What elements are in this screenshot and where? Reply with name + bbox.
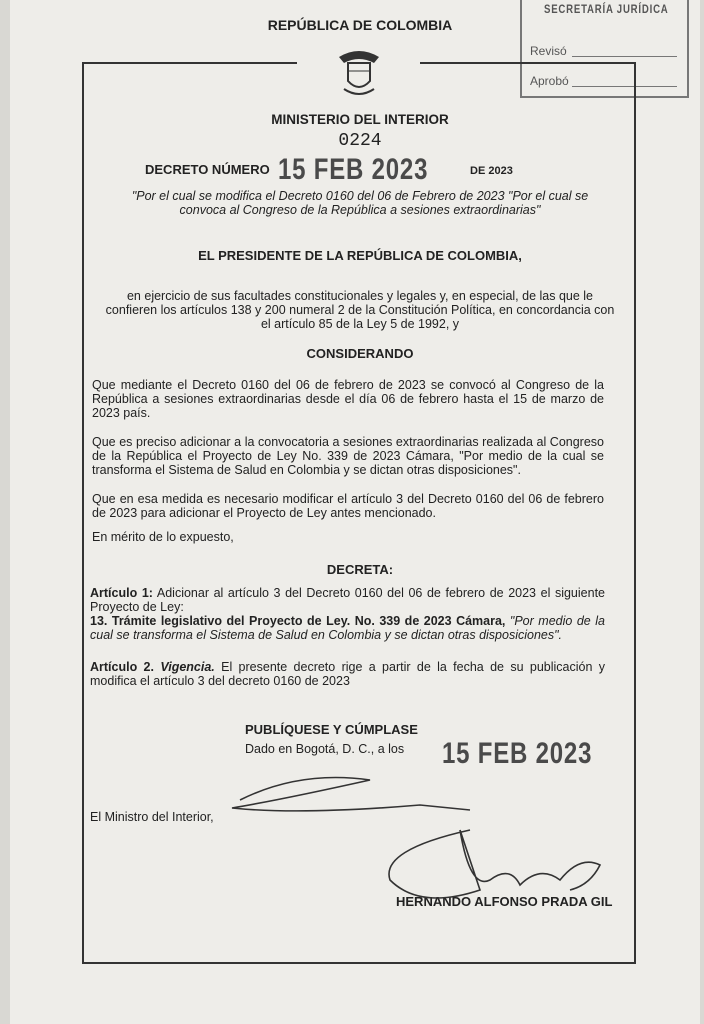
minister-name: HERNANDO ALFONSO PRADA GIL: [396, 894, 613, 909]
article-2-label: Artículo 2.: [90, 660, 154, 674]
ministry-heading: MINISTERIO DEL INTERIOR: [271, 112, 449, 127]
country-heading: REPÚBLICA DE COLOMBIA: [267, 17, 453, 33]
minister-role: El Ministro del Interior,: [90, 810, 214, 824]
article-2-text: El presente decreto rige a partir de la fecha de su publicación y modifica el artículo 3 del decreto 0160 de 2023: [90, 660, 605, 688]
considering-heading: CONSIDERANDO: [306, 346, 414, 361]
stamp-approved: Aprobó: [530, 74, 569, 88]
article-1-item-title: "Por medio de la cual se transforma el Sistema de Salud en Colombia y se dictan otras disposiciones".: [90, 614, 605, 642]
article-1-text: Adicionar al artículo 3 del Decreto 0160 del 06 de febrero de 2023 el siguiente Proyecto de Ley:: [90, 586, 605, 614]
stamp-reviewed: Revisó: [530, 44, 567, 58]
decree-title: "Por el cual se modifica el Decreto 0160 del 06 de Febrero de 2023 "Por el cual se convoca al Congreso de la República a sesiones extraordinarias": [131, 189, 589, 217]
decree-label: DECRETO NÚMERO: [145, 162, 270, 177]
stamp-office: SECRETARÍA JURÍDICA: [544, 2, 669, 16]
given-text: Dado en Bogotá, D. C., a los: [245, 742, 405, 756]
article-1: [90, 586, 605, 642]
decrees-heading: DECRETA:: [326, 562, 394, 577]
decree-year: DE 2023: [470, 165, 513, 177]
article-2-title: Vigencia.: [160, 660, 215, 674]
consideration-2: Que es preciso adicionar a la convocatoria a sesiones extraordinarias realizada al Congreso de la República el Proyecto de Ley No. 339 de 2023 Cámara, "Por medio de la cual se transforma el Sistema de Salud en Colombia y se dictan otras disposiciones".: [92, 435, 604, 477]
article-1-label: Artículo 1:: [90, 586, 153, 600]
date-stamp: 15 FEB 2023: [278, 153, 429, 186]
consideration-1: Que mediante el Decreto 0160 del 06 de febrero de 2023 se convocó al Congreso de la República a sesiones extraordinarias desde el día 06 de febrero hasta el 15 de marzo de 2023 país.: [92, 378, 604, 420]
powers-text: en ejercicio de sus facultades constitucionales y legales y, en especial, de las que le confieren los artículos 138 y 200 numeral 2 de la Constitución Política, en concordancia con el artículo 85 de la Ley 5 de 1992, y: [105, 289, 615, 331]
closing-date-stamp: 15 FEB 2023: [442, 737, 593, 770]
coat-of-arms-icon: [334, 45, 384, 100]
decree-number: 0224: [338, 131, 382, 151]
consideration-4: En mérito de lo expuesto,: [92, 530, 234, 544]
article-1-item: 13. Trámite legislativo del Proyecto de Ley. No. 339 de 2023 Cámara,: [90, 614, 506, 628]
publish-heading: PUBLÍQUESE Y CÚMPLASE: [245, 722, 418, 737]
consideration-3: Que en esa medida es necesario modificar el artículo 3 del Decreto 0160 del 06 de febrero de 2023 para adicionar el Proyecto de Ley antes mencionado.: [92, 492, 604, 520]
authority-heading: EL PRESIDENTE DE LA REPÚBLICA DE COLOMBIA,: [198, 248, 522, 263]
article-2: [90, 660, 605, 688]
